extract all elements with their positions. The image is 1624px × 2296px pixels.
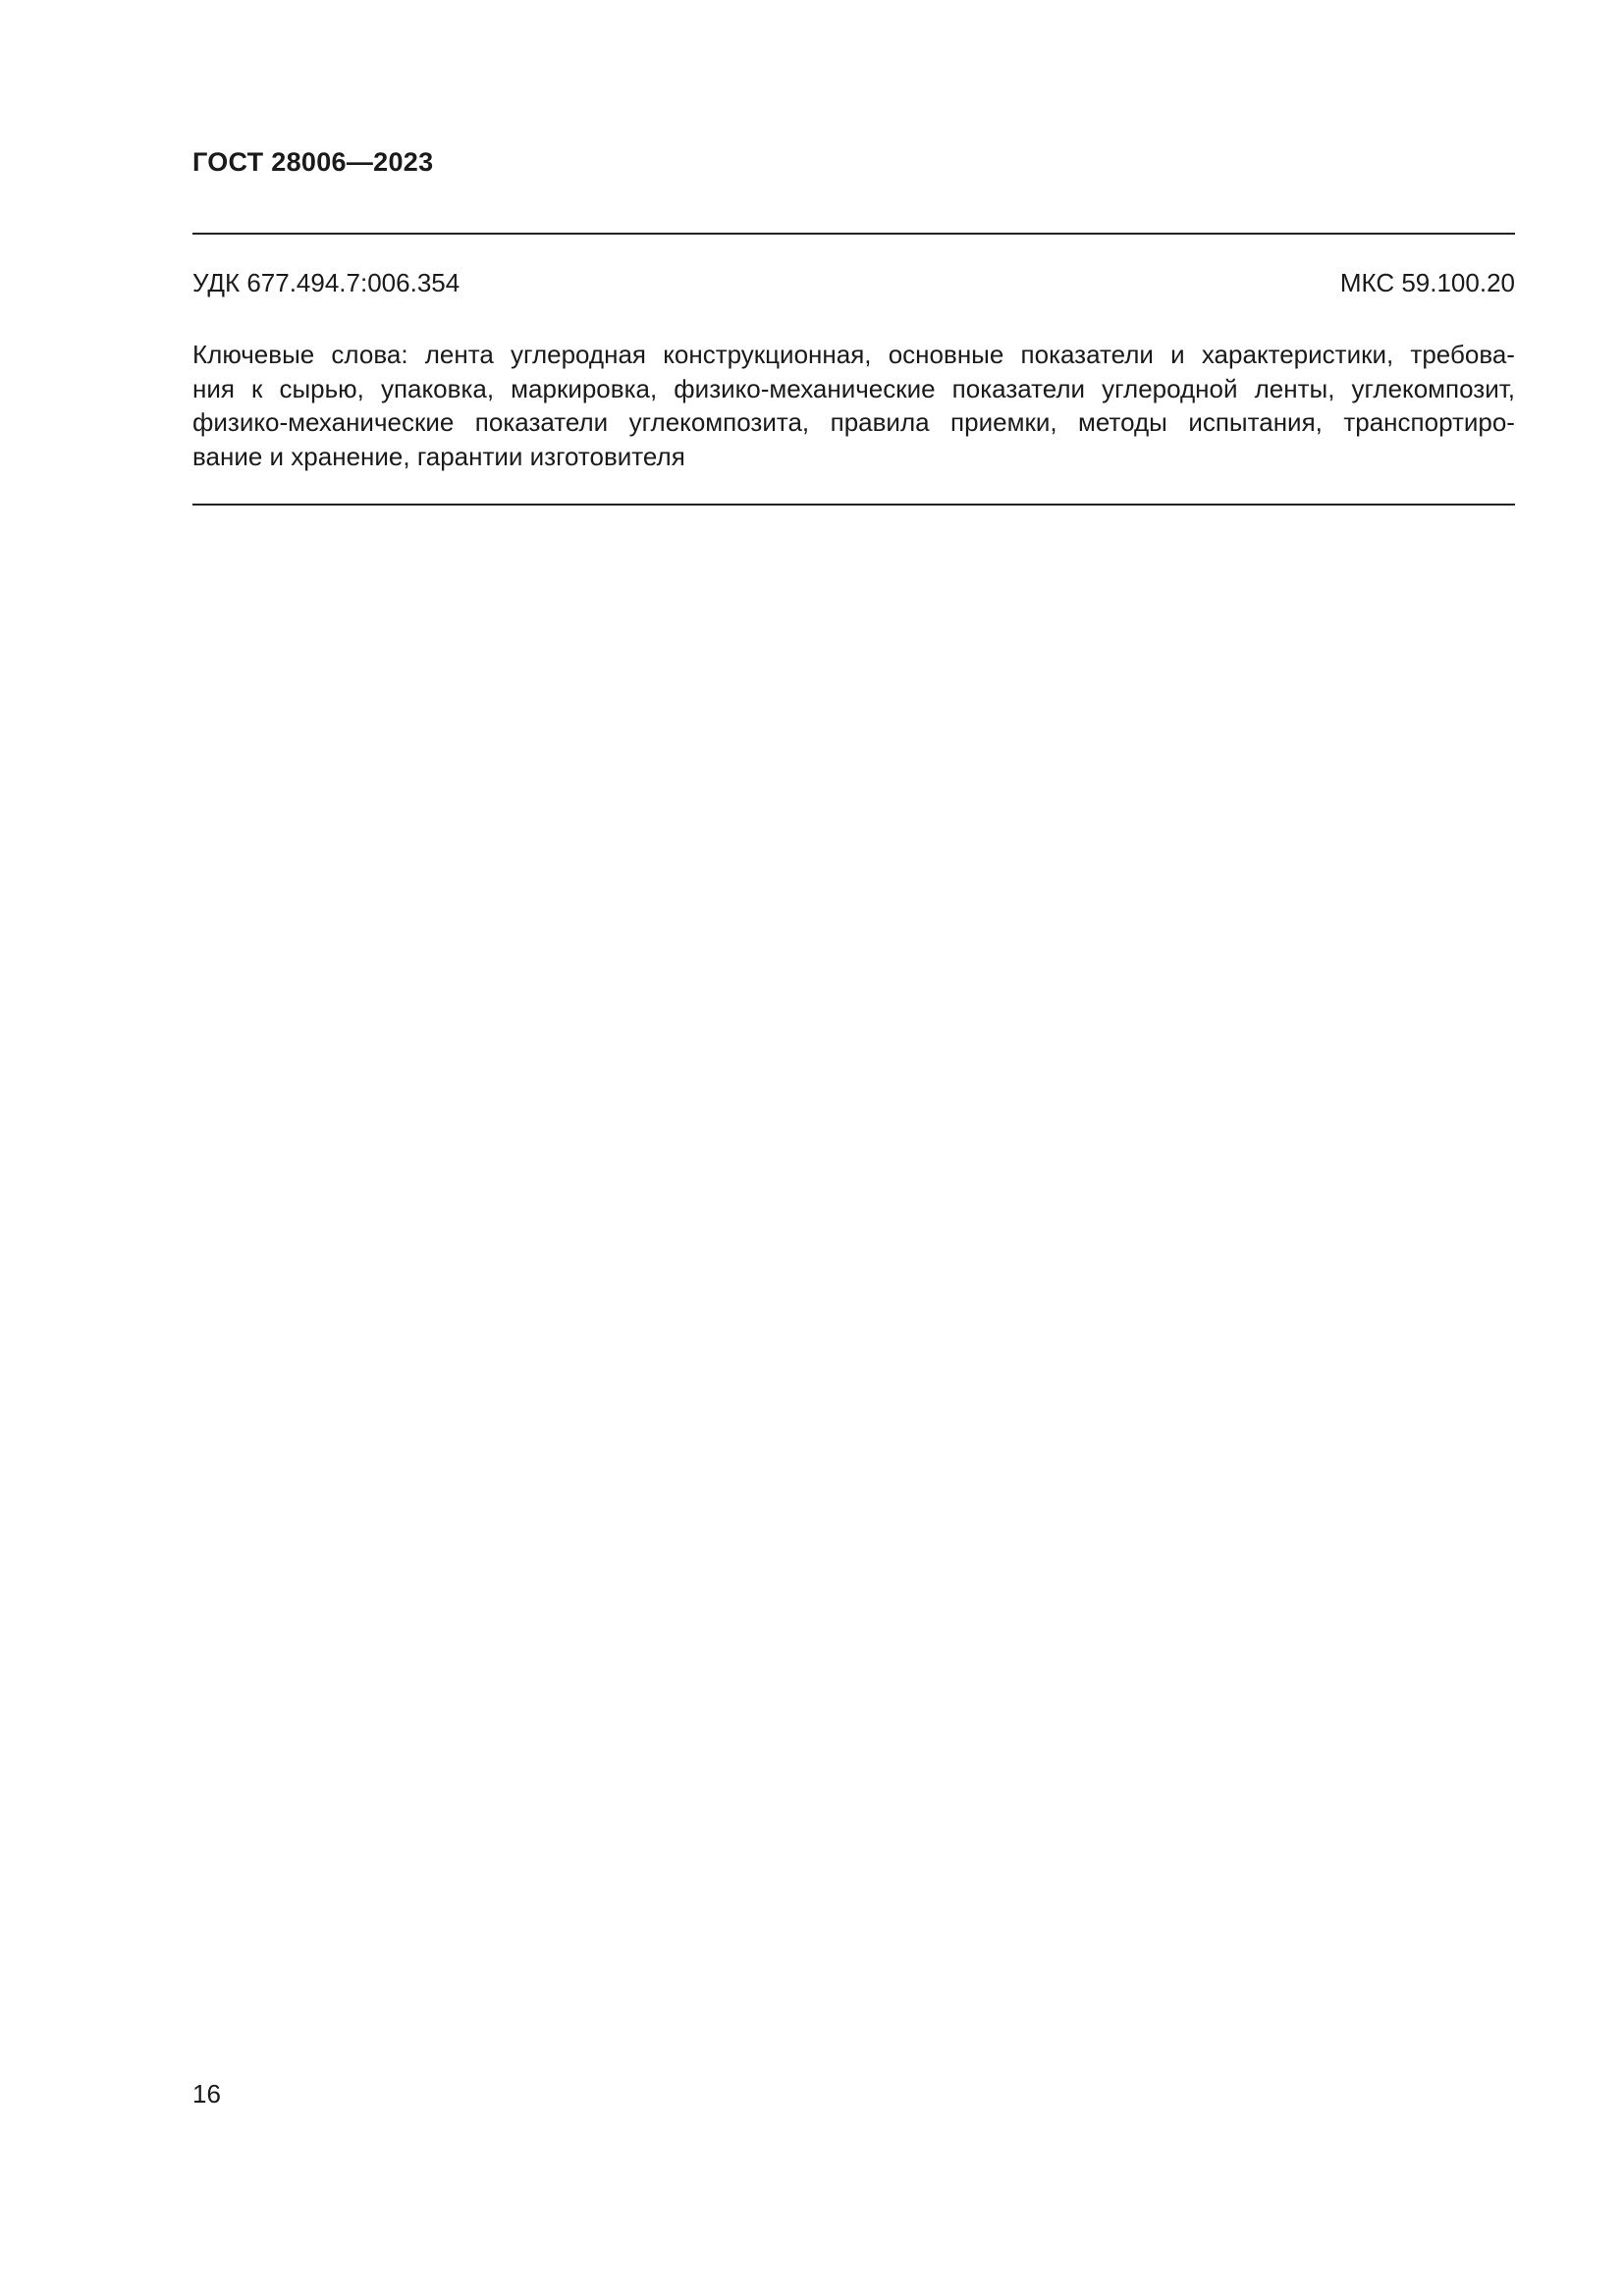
keywords-line: Ключевые слова: лента углеродная конструкционная, основные показатели и характеристики, требова- [192, 340, 1515, 369]
udk-code: УДК 677.494.7:006.354 [192, 268, 460, 297]
bottom-divider [192, 504, 1515, 506]
classification-row [192, 265, 1515, 300]
top-divider [192, 233, 1515, 235]
keywords-paragraph [192, 338, 1515, 473]
mks-code: МКС 59.100.20 [1339, 268, 1515, 297]
keywords-line: ния к сырью, упаковка, маркировка, физико-механические показатели углеродной ленты, углекомпозит, [192, 373, 1515, 403]
page-number: 16 [192, 2079, 221, 2109]
document-standard-id: ГОСТ 28006—2023 [192, 147, 434, 177]
keywords-line: вание и хранение, гарантии изготовителя [192, 441, 685, 471]
keywords-line: физико-механические показатели углекомпозита, правила приемки, методы испытания, транспортиро- [192, 407, 1515, 437]
